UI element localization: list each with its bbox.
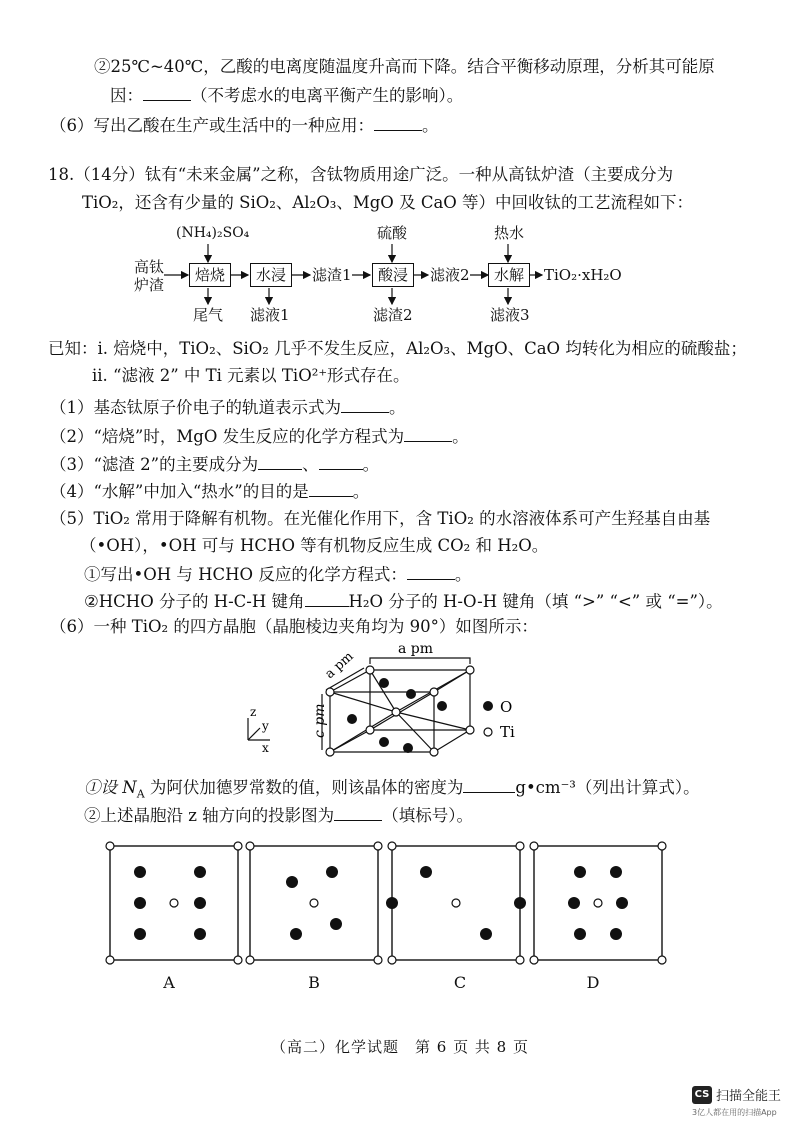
option-label-b: B xyxy=(308,973,320,992)
q18-sub5-1 xyxy=(84,562,471,586)
q17-item2-line2 xyxy=(110,83,463,107)
text: 。 xyxy=(452,427,469,446)
q18-sub5-line2: （•OH），•OH 可与 HCHO 等有机物反应生成 CO₂ 和 H₂O。 xyxy=(80,536,549,555)
flow-reagent-3: 硫酸 xyxy=(377,224,408,242)
page-footer: （高二）化学试题 第 6 页 共 8 页 xyxy=(271,1038,529,1056)
text: 。 xyxy=(454,565,472,584)
label-a-top: a pm xyxy=(398,641,434,657)
flow-out-4: 滤液3 xyxy=(490,306,530,324)
crystal-cell-drawing xyxy=(236,636,566,766)
text: ①写出•OH 与 HCHO 反应的化学方程式： xyxy=(84,565,407,584)
projection-option-c[interactable] xyxy=(386,840,526,982)
q18-sub2 xyxy=(50,424,469,448)
text: 。 xyxy=(362,455,380,474)
flow-mid-2: 滤液2 xyxy=(430,266,470,284)
axis-y-label: y xyxy=(262,719,269,733)
answer-blank[interactable] xyxy=(309,479,353,497)
text: g•cm⁻³（列出计算式）。 xyxy=(515,778,700,797)
scanner-logo-icon: CS xyxy=(692,1086,712,1104)
q18-known-2: ii. “滤液 2” 中 Ti 元素以 TiO²⁺形式存在。 xyxy=(92,366,410,385)
q18-sub6: （6）一种 TiO₂ 的四方晶胞（晶胞棱边夹角均为 90°）如图所示： xyxy=(50,617,538,636)
q18-sub6-1 xyxy=(84,775,700,805)
legend-ti-label: Ti xyxy=(500,723,515,741)
text: （6）写出乙酸在生产或生活中的一种应用： xyxy=(50,116,374,135)
text: H₂O 分子的 H-O-H 键角（填 “>” “<” 或 “=”）。 xyxy=(348,592,723,611)
q18-sub3 xyxy=(50,452,379,476)
flow-out-1: 尾气 xyxy=(193,306,224,324)
legend-o-label: O xyxy=(500,698,513,716)
flow-start-line1: 高钛 xyxy=(134,258,165,276)
flow-start-line2: 炉渣 xyxy=(134,276,165,294)
crystal-cell-figure xyxy=(236,636,566,766)
flow-mid-1: 滤渣1 xyxy=(312,266,352,284)
q18-sub4 xyxy=(50,479,369,503)
q18-sub1 xyxy=(50,395,406,419)
q18-intro-line1: 18.（14分）钛有“未来金属”之称，含钛物质用途广泛。一种从高钛炉渣（主要成分为 xyxy=(48,165,674,184)
text: （1）基态钛原子价电子的轨道表示式为 xyxy=(50,398,341,417)
flow-out-3: 滤渣2 xyxy=(373,306,413,324)
process-flow-chart xyxy=(130,222,650,334)
flow-step-4: 水解 xyxy=(488,263,530,287)
text: （填标号）。 xyxy=(382,806,473,825)
option-label-c: C xyxy=(453,973,467,992)
q17-item2-line1: ②25℃~40℃，乙酸的电离度随温度升高而下降。结合平衡移动原理，分析其可能原 xyxy=(94,57,715,76)
text: ①设 N xyxy=(84,778,137,797)
text: （不考虑水的电离平衡产生的影响）。 xyxy=(191,86,464,105)
answer-blank[interactable] xyxy=(404,424,452,442)
projection-option-b[interactable] xyxy=(244,840,384,982)
answer-blank[interactable] xyxy=(258,452,302,470)
flow-step-2: 水浸 xyxy=(250,263,292,287)
text: 。 xyxy=(422,116,439,135)
flow-product: TiO₂·xH₂O xyxy=(544,266,622,284)
flow-reagent-4: 热水 xyxy=(494,224,525,242)
scanner-app-title: 扫描全能王 xyxy=(716,1089,782,1104)
text: 、 xyxy=(302,455,319,474)
option-label-d: D xyxy=(586,973,600,992)
projection-option-d[interactable] xyxy=(528,840,668,982)
text: 因： xyxy=(110,86,143,105)
axis-z-label: z xyxy=(250,705,257,719)
q18-sub5-2 xyxy=(84,589,723,613)
text: 。 xyxy=(389,398,406,417)
label-c: c pm xyxy=(312,703,328,738)
q18-sub5-line1: （5）TiO₂ 常用于降解有机物。在光催化作用下，含 TiO₂ 的水溶液体系可产生羟基自由基 xyxy=(50,509,711,528)
answer-blank[interactable] xyxy=(407,562,455,580)
text: 。 xyxy=(352,482,370,501)
answer-blank[interactable] xyxy=(341,395,389,413)
q18-intro-line2: TiO₂，还含有少量的 SiO₂、Al₂O₃、MgO 及 CaO 等）中回收钛的工艺流程如下： xyxy=(82,193,694,212)
answer-blank[interactable] xyxy=(143,83,191,101)
answer-blank[interactable] xyxy=(319,452,363,470)
flow-step-1: 焙烧 xyxy=(189,263,231,287)
answer-blank[interactable] xyxy=(463,775,515,793)
option-label-a: A xyxy=(163,973,175,992)
text: 为阿伏加德罗常数的值，则该晶体的密度为 xyxy=(144,778,464,797)
answer-blank[interactable] xyxy=(374,113,422,131)
flow-reagent-1: (NH₄)₂SO₄ xyxy=(176,225,250,241)
answer-blank[interactable] xyxy=(305,589,349,607)
text: ②HCHO 分子的 H-C-H 键角 xyxy=(84,592,305,611)
q17-item6 xyxy=(50,113,439,137)
axis-x-label: x xyxy=(262,741,269,755)
text: （4）“水解”中加入“热水”的目的是 xyxy=(50,482,309,501)
text: A xyxy=(136,787,145,801)
answer-blank[interactable] xyxy=(334,803,382,821)
q18-known-1: 已知：i. 焙烧中，TiO₂、SiO₂ 几乎不发生反应，Al₂O₃、MgO、CaO 均转化为相应的硫酸盐； xyxy=(48,339,747,358)
label-a-side: a pm xyxy=(322,649,357,682)
projection-option-a[interactable] xyxy=(104,840,244,982)
q18-sub6-2 xyxy=(84,803,473,827)
flow-step-3: 酸浸 xyxy=(372,263,414,287)
scanner-app-subtitle: 3亿人都在用的扫描App xyxy=(692,1108,777,1117)
text: （3）“滤渣 2”的主要成分为 xyxy=(50,455,259,474)
flow-out-2: 滤液1 xyxy=(250,306,290,324)
text: （2）“焙烧”时，MgO 发生反应的化学方程式为 xyxy=(50,427,405,446)
text: ②上述晶胞沿 z 轴方向的投影图为 xyxy=(84,806,335,825)
